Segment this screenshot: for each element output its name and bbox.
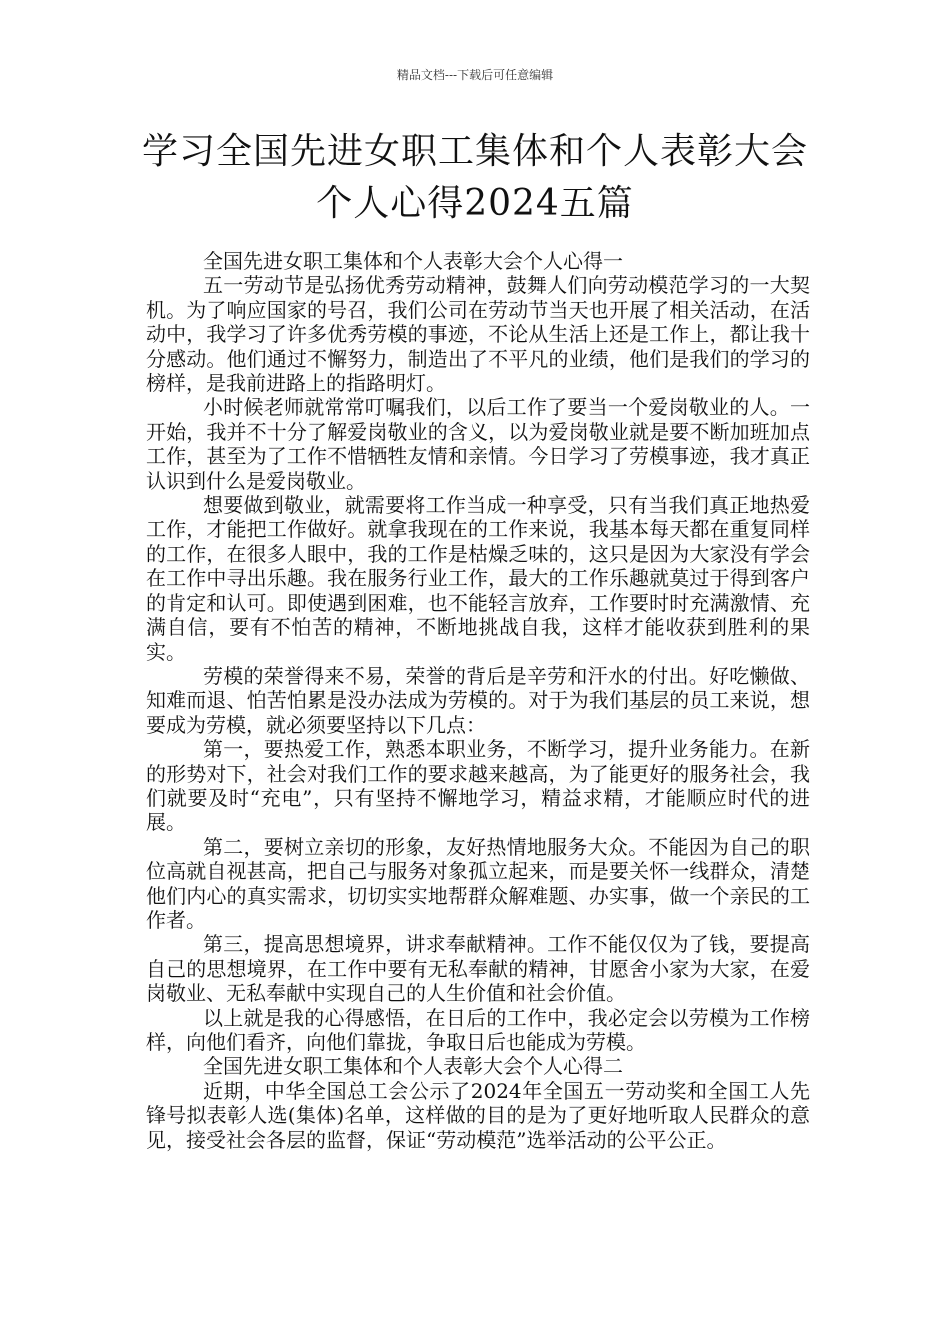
section-heading-1: 全国先进女职工集体和个人表彰大会个人心得一: [203, 249, 623, 273]
document-body: [146, 249, 810, 1152]
paragraph: 想要做到敬业，就需要将工作当成一种享受，只有当我们真正地热爱工作，才能把工作做好。就拿我现在的工作来说，我基本每天都在重复同样的工作，在很多人眼中，我的工作是枯燥乏味的，这只是因为大家没有学会在工作中寻出乐趣。我在服务行业工作，最大的工作乐趣就莫过于得到客户的肯定和认可。即使遇到困难，也不能轻言放弃，工作要时时充满激情、充满自信，要有不怕苦的精神，不断地挑战自我，这样才能收获到胜利的果实。: [146, 493, 810, 664]
paragraph: 近期，中华全国总工会公示了2024年全国五一劳动奖和全国工人先锋号拟表彰人选(集体)名单，这样做的目的是为了更好地听取人民群众的意见，接受社会各层的监督，保证“劳动模范”选举活动的公平公正。: [146, 1078, 810, 1152]
section-heading-2: 全国先进女职工集体和个人表彰大会个人心得二: [203, 1054, 623, 1079]
paragraph: 第一，要热爱工作，熟悉本职业务，不断学习，提升业务能力。在新的形势对下，社会对我们工作的要求越来越高，为了能更好的服务社会，我们就要及时“充电”，只有坚持不懈地学习，精益求精，才能顺应时代的进展。: [146, 737, 810, 835]
header-note: 精品文档---下载后可任意编辑: [396, 68, 554, 82]
paragraph: 劳模的荣誉得来不易，荣誉的背后是辛劳和汗水的付出。好吃懒做、知难而退、怕苦怕累是没办法成为劳模的。对于为我们基层的员工来说，想要成为劳模，就必须要坚持以下几点：: [146, 663, 810, 737]
title-line-1: 学习全国先进女职工集体和个人表彰大会: [141, 131, 808, 172]
document-title: [0, 126, 950, 230]
title-line-2: 个人心得2024五篇: [316, 183, 634, 224]
paragraph: 小时候老师就常常叮嘱我们，以后工作了要当一个爱岗敬业的人。一开始，我并不十分了解爱岗敬业的含义，以为爱岗敬业就是要不断加班加点工作，甚至为了工作不惜牺牲友情和亲情。今日学习了劳模事迹，我才真正认识到什么是爱岗敬业。: [146, 395, 810, 493]
paragraph: 五一劳动节是弘扬优秀劳动精神，鼓舞人们向劳动模范学习的一大契机。为了响应国家的号召，我们公司在劳动节当天也开展了相关活动，在活动中，我学习了许多优秀劳模的事迹，不论从生活上还是工作上，都让我十分感动。他们通过不懈努力，制造出了不平凡的业绩，他们是我们的学习的榜样，是我前进路上的指路明灯。: [146, 273, 810, 396]
paragraph: 以上就是我的心得感悟，在日后的工作中，我必定会以劳模为工作榜样，向他们看齐，向他们靠拢，争取日后也能成为劳模。: [146, 1005, 810, 1054]
paragraph: 第三，提高思想境界，讲求奉献精神。工作不能仅仅为了钱，要提高自己的思想境界，在工作中要有无私奉献的精神，甘愿舍小家为大家，在爱岗敬业、无私奉献中实现自己的人生价值和社会价值。: [146, 932, 810, 1006]
paragraph: 第二，要树立亲切的形象，友好热情地服务大众。不能因为自己的职位高就自视甚高，把自己与服务对象孤立起来，而是要关怀一线群众，清楚他们内心的真实需求，切切实实地帮群众解难题、办实事，做一个亲民的工作者。: [146, 834, 810, 932]
